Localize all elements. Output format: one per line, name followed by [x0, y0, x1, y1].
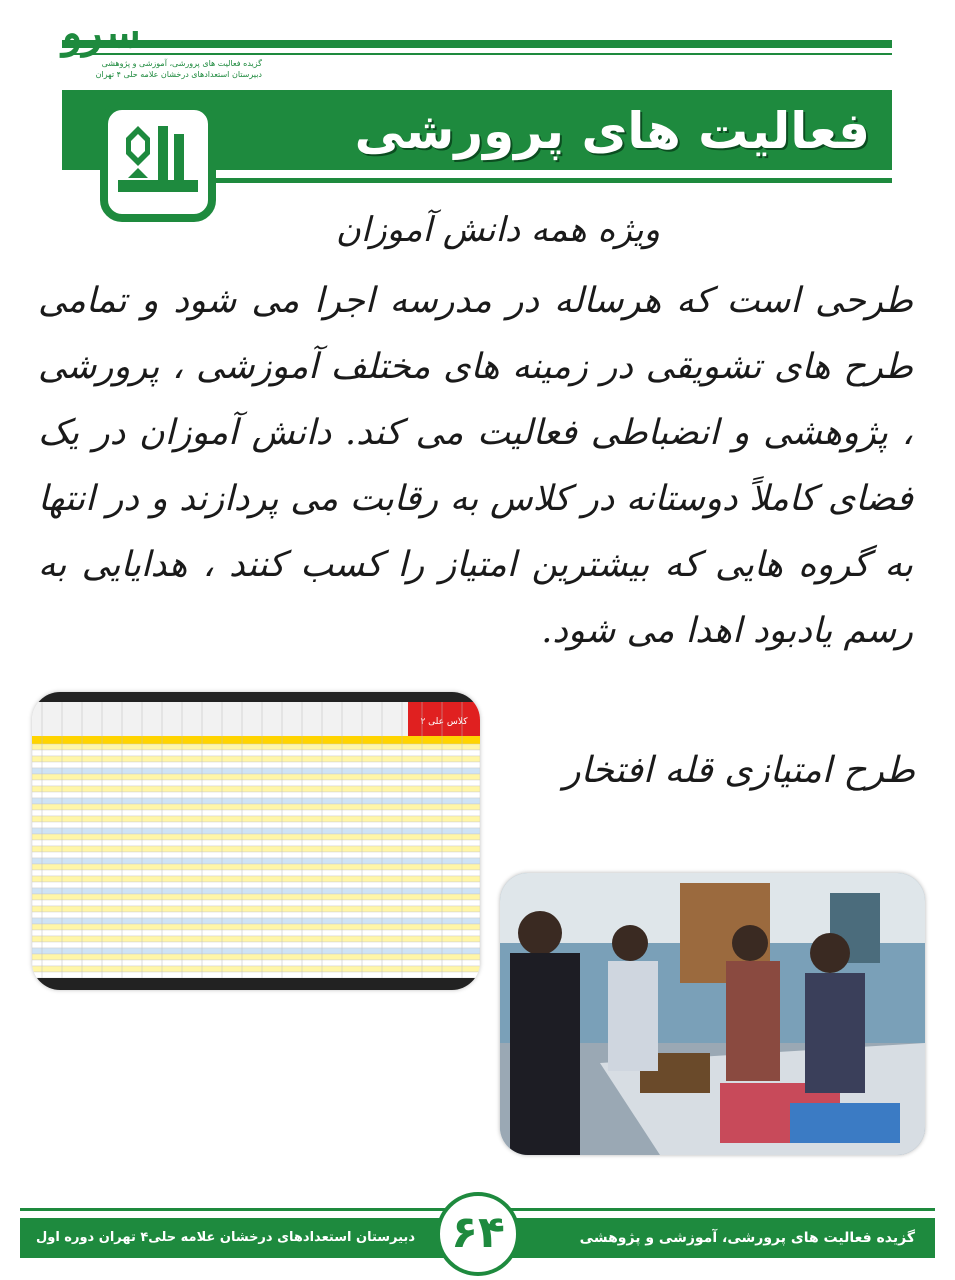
sheet-row: [32, 900, 480, 906]
sheet-row: [32, 942, 480, 948]
sheet-row: [32, 864, 480, 870]
sheet-class-label: کلاس علی ۲: [420, 717, 468, 727]
sheet-row: [32, 852, 480, 858]
students-photo: [500, 873, 925, 1155]
sheet-row: [32, 954, 480, 960]
spreadsheet-graphic: [32, 692, 480, 990]
article-paragraph: طرحی است که هرساله در مدرسه اجرا می شود و تمامی طرح های تشویقی در زمینه های مختلف آموزشی ، پرورشی ، پژوهشی و انضباطی فعالیت می کند. دانش آموزان در یک فضای کاملاً دوستانه در کلاس به رقابت می پردازند و در انتها به گروه هایی که بیشترین امتیاز را کسب کنند ، هدایایی به رسم یادبود اهدا می شود.: [38, 281, 913, 651]
sheet-row: [32, 936, 480, 942]
sheet-row: [32, 906, 480, 912]
sheet-row: [32, 840, 480, 846]
sheet-row: [32, 918, 480, 924]
sheet-row: [32, 882, 480, 888]
sheet-row: [32, 750, 480, 756]
sheet-row: [32, 798, 480, 804]
sheet-row: [32, 786, 480, 792]
sheet-row: [32, 780, 480, 786]
sheet-row: [32, 972, 480, 978]
sheet-row: [32, 804, 480, 810]
photo-graphic: [500, 873, 925, 1155]
sheet-row: [32, 948, 480, 954]
sheet-row: [32, 912, 480, 918]
sheet-row: [32, 924, 480, 930]
sheet-row: [32, 828, 480, 834]
sheet-row: [32, 762, 480, 768]
banner-title: فعالیت های پرورشی: [354, 102, 870, 160]
footer-left-text: دبیرستان استعدادهای درخشان علامه حلی۴ تهران دوره اول: [35, 1230, 415, 1245]
logo-word: سرو: [62, 8, 141, 57]
sheet-row: [32, 894, 480, 900]
sheet-row: [32, 792, 480, 798]
logo-subtitle-line2: دبیرستان استعدادهای درخشان علامه حلی ۴ تهران: [95, 70, 262, 79]
sheet-row: [32, 822, 480, 828]
sheet-row: [32, 816, 480, 822]
logo-subtitle-line1: گزیده فعالیت های پرورشی، آموزشی و پژوهشی: [101, 59, 262, 68]
sheet-row: [32, 774, 480, 780]
sheet-row: [32, 960, 480, 966]
sheet-row: [32, 744, 480, 750]
logo-subtitle: [82, 58, 262, 80]
page-number: ۶۴: [436, 1192, 520, 1276]
score-spreadsheet-image: [32, 692, 480, 990]
sheet-row: [32, 888, 480, 894]
school-emblem-icon: [98, 96, 218, 226]
sheet-row: [32, 966, 480, 972]
sheet-row: [32, 768, 480, 774]
sheet-row: [32, 810, 480, 816]
sheet-row: [32, 930, 480, 936]
sheet-row: [32, 756, 480, 762]
section-title: طرح امتیازی قله افتخار: [563, 750, 915, 791]
banner-underline: [180, 178, 892, 183]
sheet-row: [32, 870, 480, 876]
sheet-row: [32, 876, 480, 882]
sheet-row: [32, 858, 480, 864]
sheet-row: [32, 846, 480, 852]
article-subtitle: ویژه همه دانش آموزان: [335, 210, 660, 250]
sheet-row: [32, 834, 480, 840]
footer-right-text: گزیده فعالیت های پرورشی، آموزشی و پژوهشی: [579, 1230, 915, 1246]
